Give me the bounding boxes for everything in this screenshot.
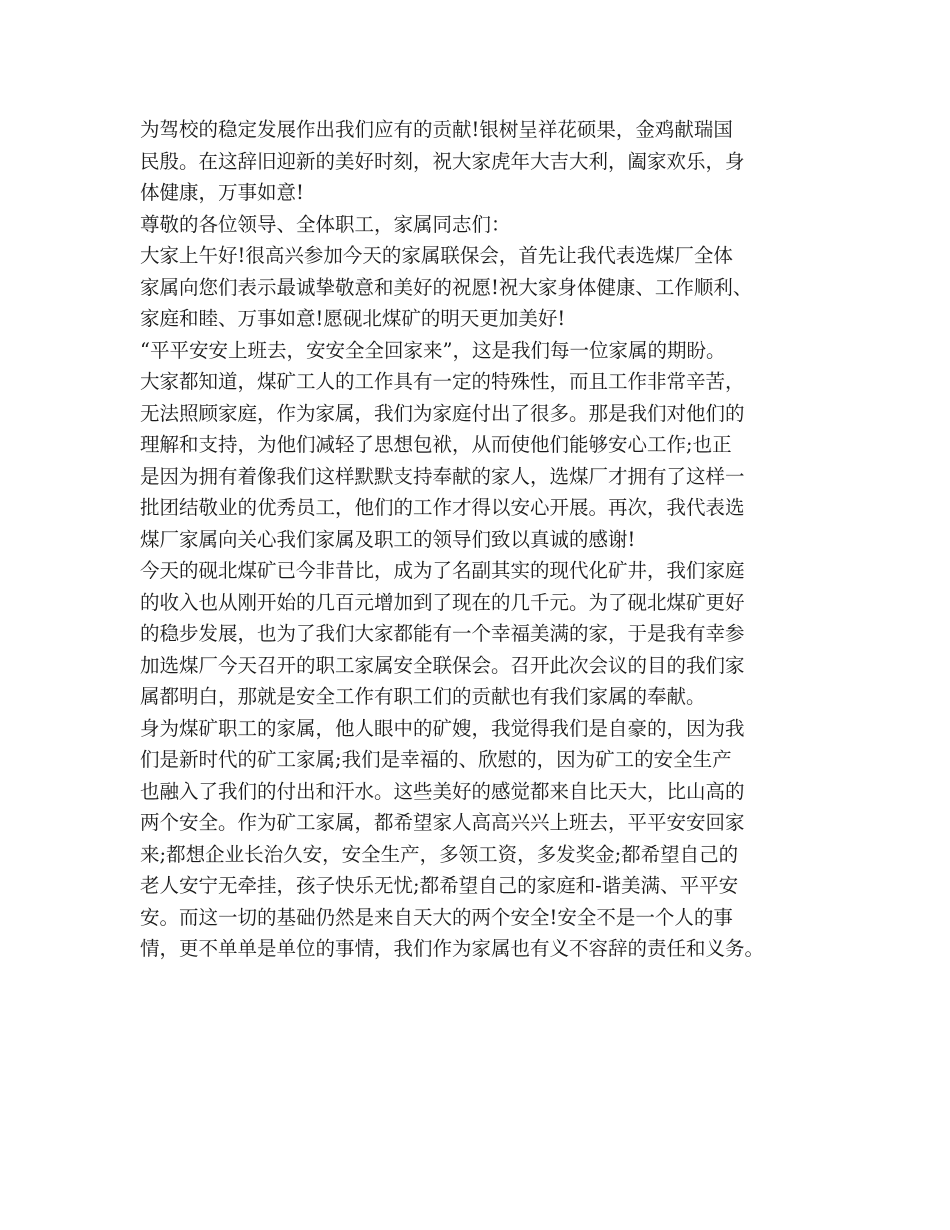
text-line: 是因为拥有着像我们这样默默支持奉献的家人，选煤厂才拥有了这样一 <box>140 464 745 488</box>
text-line: 情，更不单单是单位的事情，我们作为家属也有义不容辞的责任和义务。 <box>140 937 765 960</box>
text-line: 理解和支持，为他们减轻了思想包袱，从而使他们能够安心工作;也正 <box>140 433 732 456</box>
text-line: “平平安安上班去，安安全全回家来”，这是我们每一位家属的期盼。 <box>140 338 726 362</box>
text-line: 尊敬的各位领导、全体职工，家属同志们： <box>140 212 511 236</box>
text-line: 来;都想企业长治久安，安全生产，多领工资，多发奖金;都希望自己的 <box>140 842 739 866</box>
text-line: 身为煤矿职工的家属，他人眼中的矿嫂，我觉得我们是自豪的，因为我 <box>140 716 745 740</box>
text-line: 属都明白，那就是安全工作有职工们的贡献也有我们家属的奉献。 <box>140 685 706 708</box>
text-line: 无法照顾家庭，作为家属，我们为家庭付出了很多。那是我们对他们的 <box>140 401 745 425</box>
text-line: 加选煤厂今天召开的职工家属安全联保会。召开此次会议的目的我们家 <box>140 653 745 677</box>
document-body <box>140 114 840 965</box>
text-line: 也融入了我们的付出和汗水。这些美好的感觉都来自比天大，比山高的 <box>140 779 745 803</box>
text-line: 批团结敬业的优秀员工，他们的工作才得以安心开展。再次，我代表选 <box>140 496 745 519</box>
text-line: 为驾校的稳定发展作出我们应有的贡献!银树呈祥花硕果，金鸡献瑞国 <box>140 118 733 141</box>
text-line: 安。而这一切的基础仍然是来自天大的两个安全!安全不是一个人的事 <box>140 905 733 929</box>
text-line: 们是新时代的矿工家属;我们是幸福的、欣慰的，因为矿工的安全生产 <box>140 748 732 771</box>
text-line: 煤厂家属向关心我们家属及职工的领导们致以真诚的感谢! <box>140 527 636 551</box>
text-line: 体健康，万事如意! <box>140 181 304 204</box>
text-line: 老人安宁无牵挂，孩子快乐无忧;都希望自己的家庭和-谐美满、平平安 <box>140 874 739 897</box>
text-line: 大家都知道，煤矿工人的工作具有一定的特殊性，而且工作非常辛苦， <box>140 370 745 393</box>
text-line: 大家上午好!很高兴参加今天的家属联保会，首先让我代表选煤厂全体 <box>140 244 733 267</box>
text-line: 两个安全。作为矿工家属，都希望家人高高兴兴上班去，平平安安回家 <box>140 811 745 834</box>
text-line: 家属向您们表示最诚挚敬意和美好的祝愿!祝大家身体健康、工作顺利、 <box>140 275 753 299</box>
text-line: 民殷。在这辞旧迎新的美好时刻，祝大家虎年大吉大利，阖家欢乐，身 <box>140 149 745 173</box>
text-line: 的收入也从刚开始的几百元增加到了现在的几千元。为了砚北煤矿更好 <box>140 590 745 614</box>
text-line: 家庭和睦、万事如意!愿砚北煤矿的明天更加美好! <box>140 307 566 330</box>
text-line: 今天的砚北煤矿已今非昔比，成为了名副其实的现代化矿井，我们家庭 <box>140 559 745 582</box>
text-line: 的稳步发展，也为了我们大家都能有一个幸福美满的家，于是我有幸参 <box>140 622 745 645</box>
